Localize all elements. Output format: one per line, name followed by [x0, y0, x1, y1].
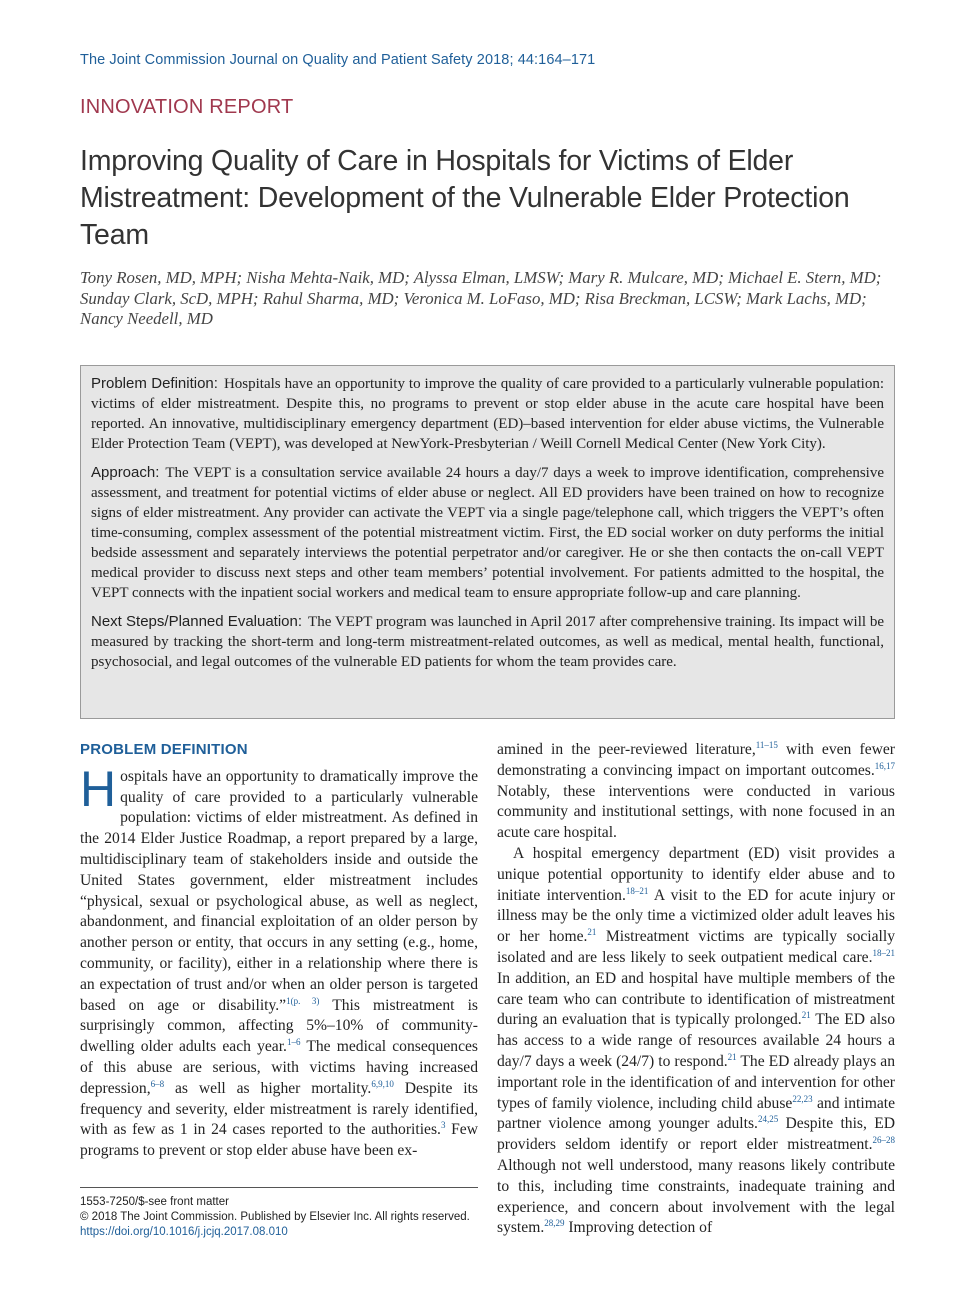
body-text: Few programs to prevent or stop elder abuse have been ex-	[80, 1121, 478, 1160]
body-text: with even fewer demonstrating a convincing impact on important outcomes.	[497, 741, 895, 779]
right-column	[497, 740, 895, 1239]
abstract-next-steps	[91, 612, 884, 672]
abstract-approach-heading: Approach:	[91, 464, 160, 481]
footnote	[80, 1195, 478, 1240]
body-text: A hospital emergency department (ED) visit provides a unique potential opportunity to identify elder abuse and to initiate intervention.	[497, 844, 895, 904]
section-heading: PROBLEM DEFINITION	[80, 741, 248, 758]
body-text: as well as higher mortality.	[164, 1079, 372, 1097]
abstract-problem	[91, 374, 884, 454]
abstract-next-steps-text: The VEPT program was launched in April 2017 after comprehensive training. Its impact will be measured by tracking the short-term and long-term mistreatment-related outcomes, as well as medical, mental health, functional, psychosocial, and legal outcomes of the vulnerable ED patients for whom the team provides care.	[91, 614, 884, 670]
citation-link[interactable]: 21	[801, 1010, 811, 1021]
citation-link[interactable]: 22,23	[792, 1093, 813, 1104]
body-text: Despite this, ED providers seldom identify or report elder mistreatment.	[497, 1115, 895, 1154]
citation-link[interactable]: 6–8	[150, 1078, 165, 1089]
body-text: Although not well understood, many reasons likely contribute to this, including time constraints, inadequate training and experience, and concern about involvement with the legal system.	[497, 1156, 895, 1237]
citation-link[interactable]: 11–15	[755, 739, 778, 750]
author-list: Tony Rosen, MD, MPH; Nisha Mehta-Naik, MD; Alyssa Elman, LMSW; Mary R. Mulcare, MD; Michael E. Stern, MD; Sunday Clark, ScD, MPH; Rahul Sharma, MD; Veronica M. LoFaso, MD; Risa Breckman, LCSW; Mark Lachs, MD; Nancy Needell, MD	[80, 268, 882, 328]
abstract-box	[80, 365, 895, 719]
body-text: ospitals have an opportunity to dramatically improve the quality of care provided to a particularly vulnerable population: victims of elder mistreatment. As defined in the 2014 Elder Justice Roadmap, a report prepared by a large, multidisciplinary team of stakeholders inside and outside the United States government, elder mistreatment includes “physical, sexual or psychological abuse, as well as neglect, abandonment, and financial exploitation of an older person by another person or entity, that occurs in any setting (e.g., home, community, or facility), either in a relationship where there is an expectation of trust and/or when an older person is targeted based on age or disability.”	[80, 767, 478, 1014]
abstract-problem-text: Hospitals have an opportunity to improve the quality of care provided to a particularly vulnerable population: victims of elder mistreatment. Despite this, no programs to prevent or stop elder abuse in the acute care hospital have been reported. An innovative, multidisciplinary emergency department (ED)–based intervention for elder abuse victims, the Vulnerable Elder Protection Team (VEPT), was developed at NewYork-Presbyterian / Weill Cornell Medical Center (New York City).	[91, 376, 884, 452]
citation-link[interactable]: 28,29	[544, 1218, 565, 1229]
body-text: and intimate partner violence among younger adults.	[497, 1094, 895, 1133]
drop-cap: H	[80, 760, 117, 817]
citation-link[interactable]: 21	[727, 1051, 737, 1062]
citation-link[interactable]: 24,25	[757, 1114, 779, 1125]
report-type-label: INNOVATION REPORT	[80, 96, 294, 118]
citation-link[interactable]: 1–6	[286, 1036, 301, 1047]
body-text: Improving detection of	[564, 1219, 713, 1237]
article-title: Improving Quality of Care in Hospitals for Victims of Elder Mistreatment: Development of the Vulnerable Elder Protection Team	[80, 145, 850, 251]
body-text: A visit to the ED for acute injury or illness may be the only time a victimized older adult leaves his or her home.	[497, 886, 895, 946]
body-paragraph	[80, 760, 478, 1162]
citation-link[interactable]: 16,17	[874, 760, 895, 771]
abstract-problem-heading: Problem Definition:	[91, 375, 218, 392]
body-text: This mistreatment is surprisingly common, affecting 5%–10% of community-dwelling older adults each year.	[80, 996, 478, 1056]
citation-link[interactable]: 6,9,10	[371, 1078, 394, 1089]
abstract-next-steps-heading: Next Steps/Planned Evaluation:	[91, 613, 303, 630]
citation-link[interactable]: 18–21	[625, 885, 649, 896]
journal-citation: The Joint Commission Journal on Quality and Patient Safety 2018; 44:164–171	[80, 52, 596, 68]
body-text: In addition, an ED and hospital have multiple members of the care team who can contribute to identification of mistreatment during an evaluation that is typically prolonged.	[497, 969, 895, 1029]
citation-link[interactable]: 26–28	[872, 1134, 895, 1145]
body-text: The ED already plays an important role in the identification of and intervention for other types of family violence, including child abuse	[497, 1052, 895, 1112]
body-paragraph	[497, 740, 895, 844]
citation-link[interactable]: 3	[440, 1120, 446, 1131]
citation-link[interactable]: 1(p. 3)	[286, 995, 320, 1006]
abstract-approach	[91, 463, 884, 603]
copyright-line: © 2018 The Joint Commission. Published by Elsevier Inc. All rights reserved.	[80, 1211, 470, 1223]
left-column	[80, 740, 478, 1162]
footnote-divider	[80, 1187, 478, 1188]
issn-line: 1553-7250/$-see front matter	[80, 1196, 229, 1208]
abstract-approach-text: The VEPT is a consultation service available 24 hours a day/7 days a week to improve identification, comprehensive assessment, and treatment for potential victims of elder abuse or neglect. All ED providers have been trained on how to recognize signs of elder mistreatment. Any provider can activate the VEPT via a single page/telephone call, which triggers the VEPT’s often time-consuming, complex assessment of the potential mistreatment victim. First, the ED social worker on duty performs the initial bedside assessment and separately interviews the potential perpetrator and/or caregiver. He or she then contacts the on-call VEPT medical provider to discuss next steps and other team members’ potential involvement. For patients admitted to the hospital, the VEPT connects with the inpatient social workers and medical team to ensure appropriate follow-up and care planning.	[91, 465, 884, 601]
body-text: The ED also has access to a wide range of resources available 24 hours a day/7 days a week (24/7) to respond.	[497, 1011, 895, 1070]
body-paragraph	[497, 844, 895, 1239]
body-text: Notably, these interventions were conducted in various community and institutional settings, with none focused in an acute care hospital.	[497, 782, 895, 842]
body-text: The medical consequences of this abuse are serious, with victims having increased depression,	[80, 1038, 478, 1097]
doi-link[interactable]: https://doi.org/10.1016/j.jcjq.2017.08.010	[80, 1226, 288, 1238]
citation-link[interactable]: 21	[587, 926, 597, 937]
citation-link[interactable]: 18–21	[872, 947, 895, 958]
body-text: Despite its frequency and severity, elder mistreatment is rarely identified, with as few as 1 in 24 cases reported to the authorities.	[80, 1079, 478, 1139]
body-text: amined in the peer-reviewed literature,	[497, 741, 756, 758]
body-text: Mistreatment victims are typically socially isolated and are less likely to seek outpatient medical care.	[497, 928, 895, 966]
